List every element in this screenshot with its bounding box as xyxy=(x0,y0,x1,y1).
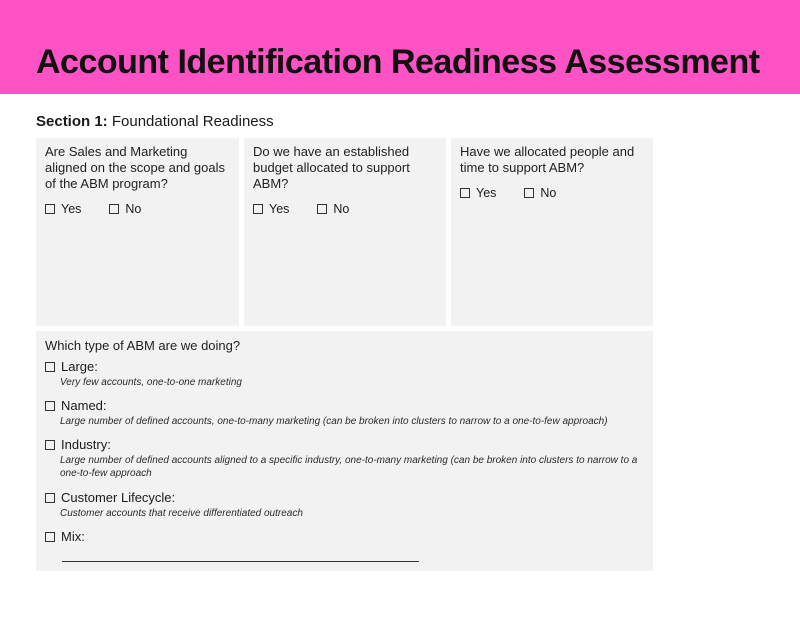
question-card-1 xyxy=(36,138,239,326)
option-description: Large number of defined accounts, one-to-many marketing (can be broken into clusters to narrow to a one-to-few approach) xyxy=(60,416,608,427)
question-card-3 xyxy=(451,138,653,326)
checkbox-icon[interactable] xyxy=(45,440,55,450)
option-description: Large number of defined accounts aligned to a specific industry, one-to-many marketing (can be broken into clusters to narrow to a one-to-few approach xyxy=(60,455,638,479)
option-label: Customer Lifecycle: xyxy=(61,490,176,505)
abm-option-mix[interactable] xyxy=(45,529,85,545)
question-text: Are Sales and Marketing aligned on the scope and goals of the ABM program? xyxy=(45,144,225,191)
no-option[interactable] xyxy=(317,201,349,217)
question-text: Have we allocated people and time to support ABM? xyxy=(460,144,635,175)
checkbox-icon[interactable] xyxy=(109,204,119,214)
checkbox-icon[interactable] xyxy=(253,204,263,214)
mix-write-in-line[interactable] xyxy=(62,561,419,562)
checkbox-icon[interactable] xyxy=(45,204,55,214)
section-label: Section 1: xyxy=(36,113,108,130)
no-option[interactable] xyxy=(109,201,141,217)
checkbox-icon[interactable] xyxy=(317,204,327,214)
abm-option-customer-lifecycle[interactable] xyxy=(45,490,640,520)
section-title xyxy=(36,113,274,131)
option-label: Yes xyxy=(269,202,290,216)
checkbox-icon[interactable] xyxy=(45,532,55,542)
option-label: Large: xyxy=(61,359,98,374)
question-card-2 xyxy=(244,138,446,326)
option-label: No xyxy=(333,202,350,216)
option-label: Mix: xyxy=(61,529,85,544)
abm-option-industry[interactable] xyxy=(45,437,640,480)
section-name: Foundational Readiness xyxy=(111,113,274,130)
no-option[interactable] xyxy=(524,185,556,201)
abm-type-question: Which type of ABM are we doing? xyxy=(45,338,241,353)
option-description: Very few accounts, one-to-one marketing xyxy=(60,377,242,388)
abm-option-named[interactable] xyxy=(45,398,640,428)
option-label: Industry: xyxy=(61,437,111,452)
checkbox-icon[interactable] xyxy=(524,188,534,198)
option-label: Named: xyxy=(61,398,107,413)
option-label: Yes xyxy=(61,202,82,216)
option-label: No xyxy=(125,202,142,216)
yes-option[interactable] xyxy=(460,185,496,201)
option-label: No xyxy=(540,186,557,200)
yes-option[interactable] xyxy=(253,201,289,217)
header-banner xyxy=(0,0,800,94)
question-text: Do we have an established budget allocated to support ABM? xyxy=(253,144,410,191)
yes-option[interactable] xyxy=(45,201,81,217)
option-label: Yes xyxy=(476,186,497,200)
option-description: Customer accounts that receive differentiated outreach xyxy=(60,508,303,519)
page-title: Account Identification Readiness Assessment xyxy=(36,43,760,81)
checkbox-icon[interactable] xyxy=(45,362,55,372)
abm-option-large[interactable] xyxy=(45,359,640,389)
checkbox-icon[interactable] xyxy=(460,188,470,198)
abm-type-card xyxy=(36,331,653,571)
checkbox-icon[interactable] xyxy=(45,493,55,503)
checkbox-icon[interactable] xyxy=(45,401,55,411)
